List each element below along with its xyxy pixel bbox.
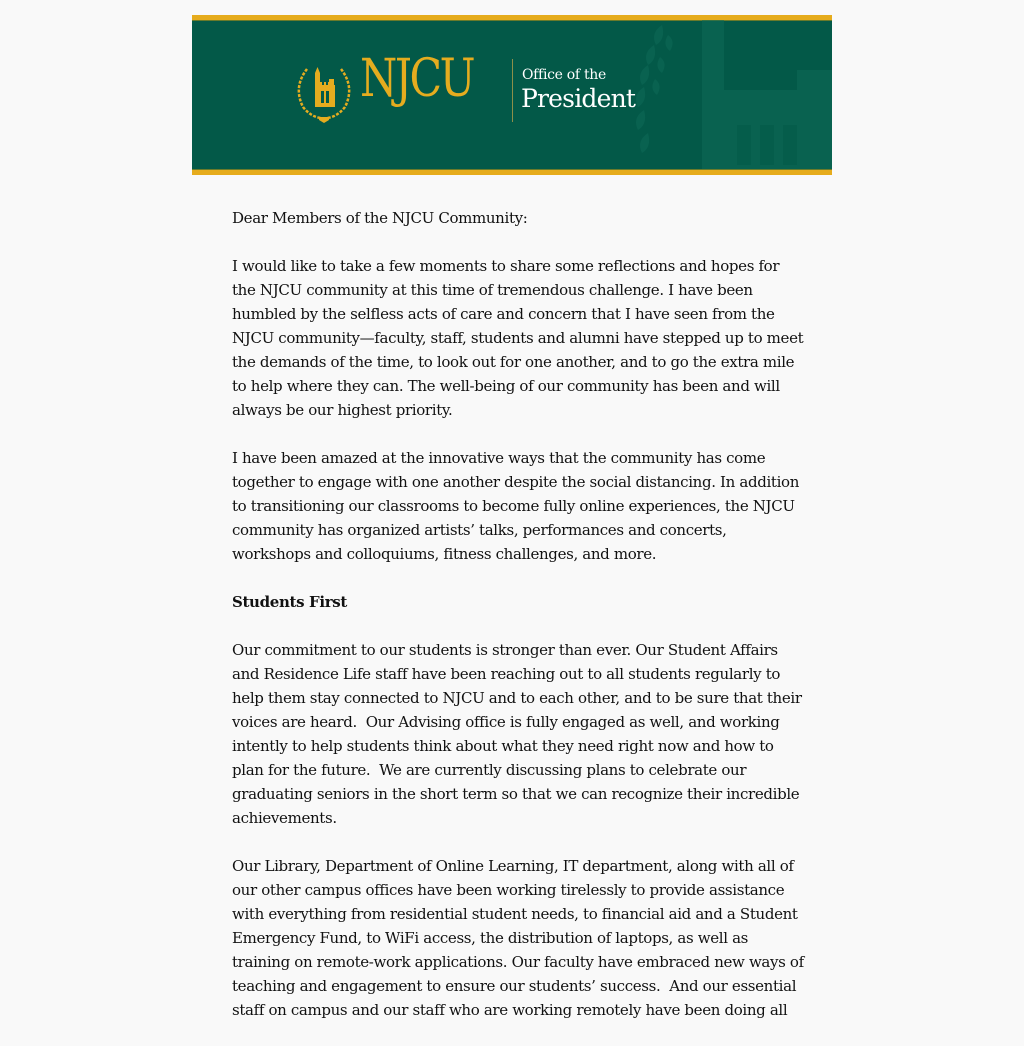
paragraph-student-commitment (232, 638, 802, 830)
paragraph-line: I have been amazed at the innovative ways that the community has come (232, 449, 766, 467)
paragraph-line: Emergency Fund, to WiFi access, the distribution of laptops, as well as (232, 929, 749, 947)
paragraph-line: voices are heard. Our Advising office is fully engaged as well, and working (232, 713, 780, 731)
paragraph-line: training on remote-work applications. Our faculty have embraced new ways of (232, 953, 804, 971)
paragraph-line: the demands of the time, to look out for one another, and to go the extra mile (232, 353, 795, 371)
paragraph-line: achievements. (232, 809, 337, 827)
njcu-seal-icon (293, 65, 355, 123)
paragraph-line: Our commitment to our students is stronger than ever. Our Student Affairs (232, 641, 778, 659)
paragraph-line: plan for the future. We are currently discussing plans to celebrate our (232, 761, 747, 779)
paragraph-line: workshops and colloquiums, fitness challenges, and more. (232, 545, 657, 563)
paragraph-line: community has organized artists’ talks, performances and concerts, (232, 521, 727, 539)
paragraph-line: always be our highest priority. (232, 401, 453, 419)
logo-divider (512, 59, 513, 122)
paragraph-line: graduating seniors in the short term so that we can recognize their incredible (232, 785, 800, 803)
paragraph-line: staff on campus and our staff who are working remotely have been doing all (232, 1001, 788, 1019)
paragraph-line: to help where they can. The well-being of our community has been and will (232, 377, 780, 395)
letter-greeting: Dear Members of the NJCU Community: (232, 209, 528, 227)
paragraph-line: together to engage with one another despite the social distancing. In addition (232, 473, 800, 491)
paragraph-line: I would like to take a few moments to share some reflections and hopes for (232, 257, 780, 275)
paragraph-line: NJCU community—faculty, staff, students and alumni have stepped up to meet (232, 329, 804, 347)
header-banner (192, 15, 832, 175)
paragraph-line: teaching and engagement to ensure our students’ success. And our essential (232, 977, 797, 995)
paragraph-line: the NJCU community at this time of tremendous challenge. I have been (232, 281, 753, 299)
paragraph-innovation (232, 446, 800, 566)
paragraph-line: with everything from residential student needs, to financial aid and a Student (232, 905, 798, 923)
letter-body (192, 206, 832, 1022)
njcu-wordmark: NJCU (360, 49, 474, 109)
paragraph-line: and Residence Life staff have been reaching out to all students regularly to (232, 665, 781, 683)
paragraph-line: intently to help students think about what they need right now and how to (232, 737, 774, 755)
office-of-the-label: Office of the (522, 67, 606, 83)
paragraph-line: humbled by the selfless acts of care and concern that I have seen from the (232, 305, 775, 323)
paragraph-line: our other campus offices have been working tirelessly to provide assistance (232, 881, 785, 899)
paragraph-reflections (232, 254, 804, 422)
paragraph-line: to transitioning our classrooms to become fully online experiences, the NJCU (232, 497, 795, 515)
paragraph-line: Our Library, Department of Online Learning, IT department, along with all of (232, 857, 794, 875)
email-container (192, 15, 832, 1046)
banner-gold-stripe-bottom (192, 170, 832, 175)
president-label: President (521, 84, 636, 113)
paragraph-line: help them stay connected to NJCU and to each other, and to be sure that their (232, 689, 802, 707)
section-heading-students-first: Students First (232, 593, 347, 611)
paragraph-campus-offices (232, 854, 804, 1022)
